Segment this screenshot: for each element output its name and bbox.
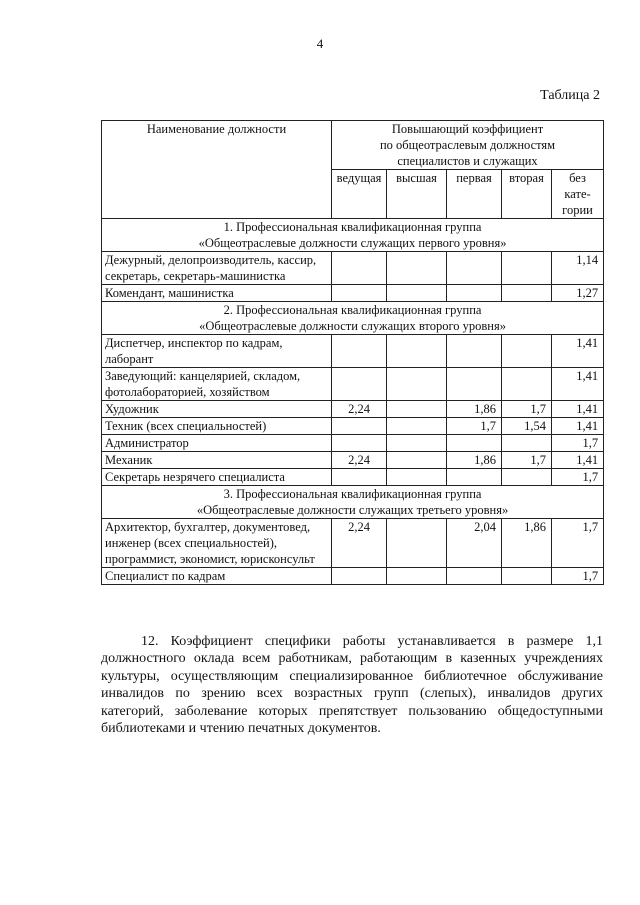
table-row: [102, 335, 604, 368]
coefficient-cell: [332, 435, 387, 452]
header-category-leading: ведущая: [332, 170, 387, 219]
coefficient-cell: 1,41: [552, 335, 604, 368]
table-row: [102, 435, 604, 452]
position-name-cell: Механик: [102, 452, 332, 469]
coefficient-cell: 1,14: [552, 252, 604, 285]
coefficient-cell: 1,41: [552, 418, 604, 435]
position-name-cell: Секретарь незрячего специалиста: [102, 469, 332, 486]
position-name-cell: Художник: [102, 401, 332, 418]
group-title: [102, 219, 604, 252]
coefficient-cell: 1,7: [447, 418, 502, 435]
group-title: [102, 302, 604, 335]
coefficient-cell: [332, 285, 387, 302]
coefficient-cell: [387, 401, 447, 418]
coefficient-table: [101, 120, 604, 585]
header-category-second: вторая: [502, 170, 552, 219]
header-category-none-line-2: кате-: [564, 187, 591, 201]
group-title-line-2: «Общеотраслевые должности служащих первого уровня»: [198, 236, 507, 250]
coefficient-cell: 1,86: [447, 401, 502, 418]
coefficient-cell: [332, 469, 387, 486]
group-title-line-2: «Общеотраслевые должности служащих второго уровня»: [199, 319, 506, 333]
table-row: [102, 285, 604, 302]
header-coefficient-line-1: Повышающий коэффициент: [391, 122, 544, 136]
table-row: [102, 568, 604, 585]
table-row: [102, 519, 604, 568]
header-category-first: первая: [447, 170, 502, 219]
table-row: [102, 469, 604, 486]
coefficient-cell: 1,41: [552, 368, 604, 401]
position-name-cell: Архитектор, бухгалтер, документовед, инженер (всех специальностей), программист, экономист, юрисконсульт: [102, 519, 332, 568]
group-header-row: [102, 486, 604, 519]
coefficient-cell: [332, 252, 387, 285]
coefficient-cell: [447, 469, 502, 486]
table-row: [102, 418, 604, 435]
coefficient-cell: 1,54: [502, 418, 552, 435]
position-name-cell: Администратор: [102, 435, 332, 452]
position-name-cell: Техник (всех специальностей): [102, 418, 332, 435]
header-category-highest: высшая: [387, 170, 447, 219]
group-title-line-2: «Общеотраслевые должности служащих третьего уровня»: [196, 503, 509, 517]
coefficient-cell: [502, 435, 552, 452]
header-coefficient: [332, 121, 604, 170]
position-name-cell: Дежурный, делопроизводитель, кассир, секретарь, секретарь-машинистка: [102, 252, 332, 285]
coefficient-cell: [387, 452, 447, 469]
group-title-line-1: 2. Профессиональная квалификационная группа: [223, 303, 482, 317]
coefficient-cell: [387, 252, 447, 285]
coefficient-cell: [387, 335, 447, 368]
table-row: [102, 368, 604, 401]
coefficient-cell: [447, 435, 502, 452]
coefficient-cell: [387, 519, 447, 568]
header-coefficient-line-2: по общеотраслевым должностям: [379, 138, 556, 152]
header-category-none-line-3: гории: [562, 203, 593, 217]
coefficient-cell: 1,27: [552, 285, 604, 302]
coefficient-cell: 1,41: [552, 452, 604, 469]
page-number: 4: [316, 36, 324, 51]
group-header-row: [102, 219, 604, 252]
coefficient-cell: 1,86: [447, 452, 502, 469]
paragraph-12: 12. Коэффициент специфики работы устанавливается в размере 1,1 должностного оклада всем работникам, работающим в казенных учреждениях культуры, осуществляющим специализированное библиотечное обслуживание инвалидов по зрению всех возрастных групп (слепых), инвалидов других категорий, заболевание которых препятствует пользованию общедоступными библиотеками и чтению печатных документов.: [101, 634, 603, 737]
table-row: [102, 252, 604, 285]
coefficient-cell: [387, 418, 447, 435]
coefficient-cell: [387, 368, 447, 401]
coefficient-cell: 1,86: [502, 519, 552, 568]
coefficient-cell: [332, 418, 387, 435]
position-name-cell: Заведующий: канцелярией, складом, фотолабораторией, хозяйством: [102, 368, 332, 401]
position-name-cell: Диспетчер, инспектор по кадрам, лаборант: [102, 335, 332, 368]
coefficient-cell: [502, 469, 552, 486]
group-title-line-1: 1. Профессиональная квалификационная группа: [223, 220, 482, 234]
header-category-none-line-1: без: [569, 171, 586, 185]
coefficient-cell: [502, 368, 552, 401]
table-caption: Таблица 2: [540, 88, 600, 103]
coefficient-cell: [387, 435, 447, 452]
coefficient-cell: 2,04: [447, 519, 502, 568]
coefficient-cell: 1,7: [502, 401, 552, 418]
coefficient-cell: [387, 568, 447, 585]
coefficient-cell: [447, 285, 502, 302]
coefficient-cell: 2,24: [332, 519, 387, 568]
header-coefficient-line-3: специалистов и служащих: [397, 154, 538, 168]
header-position-name: Наименование должности: [102, 121, 332, 219]
table-row: [102, 452, 604, 469]
group-title: [102, 486, 604, 519]
coefficient-cell: [332, 368, 387, 401]
coefficient-cell: 1,7: [552, 519, 604, 568]
coefficient-cell: 2,24: [332, 452, 387, 469]
coefficient-cell: [502, 285, 552, 302]
coefficient-cell: [502, 335, 552, 368]
table-row: [102, 401, 604, 418]
coefficient-cell: [387, 469, 447, 486]
coefficient-cell: [502, 568, 552, 585]
header-category-none: [552, 170, 604, 219]
coefficient-cell: [447, 252, 502, 285]
group-title-line-1: 3. Профессиональная квалификационная группа: [223, 487, 482, 501]
coefficient-cell: 1,7: [552, 469, 604, 486]
coefficient-cell: 2,24: [332, 401, 387, 418]
coefficient-cell: 1,7: [502, 452, 552, 469]
coefficient-cell: 1,7: [552, 568, 604, 585]
coefficient-cell: 1,7: [552, 435, 604, 452]
position-name-cell: Специалист по кадрам: [102, 568, 332, 585]
coefficient-cell: [447, 568, 502, 585]
group-header-row: [102, 302, 604, 335]
coefficient-cell: [447, 335, 502, 368]
coefficient-cell: 1,41: [552, 401, 604, 418]
coefficient-cell: [332, 335, 387, 368]
coefficient-cell: [387, 285, 447, 302]
coefficient-cell: [447, 368, 502, 401]
coefficient-cell: [332, 568, 387, 585]
position-name-cell: Комендант, машинистка: [102, 285, 332, 302]
coefficient-cell: [502, 252, 552, 285]
